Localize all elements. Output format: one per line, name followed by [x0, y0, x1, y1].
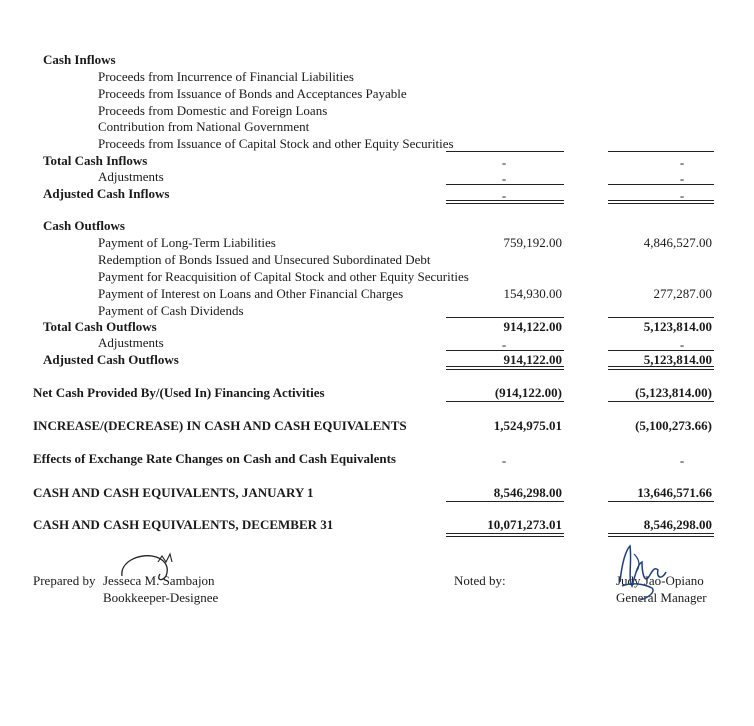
jan1-label: CASH AND CASH EQUIVALENTS, JANUARY 1 — [33, 485, 314, 500]
inflow-item: Proceeds from Domestic and Foreign Loans — [98, 103, 328, 118]
inflow-adjustments-c1: - — [501, 171, 507, 186]
rule — [446, 184, 564, 185]
outflow-adjustments-label: Adjustments — [98, 335, 164, 350]
rule — [608, 151, 714, 152]
rule — [446, 350, 564, 351]
outflow-item: Payment for Reacquisition of Capital Stock and other Equity Securities — [98, 269, 469, 284]
general-manager-title: General Manager — [616, 590, 707, 605]
prepared-by-label: Prepared by — [33, 573, 96, 588]
jan1-c2: 13,646,571.66 — [637, 485, 712, 500]
rule — [446, 317, 564, 318]
prepared-by-name: Jesseca M. Sambajon — [103, 573, 215, 588]
rule — [608, 317, 714, 318]
outflow-item-c1: 154,930.00 — [503, 286, 562, 301]
general-manager-name: Judy Jao-Opiano — [616, 573, 704, 588]
adjusted-cash-outflows-c1: 914,122.00 — [503, 352, 562, 367]
jan1-c1: 8,546,298.00 — [493, 485, 562, 500]
double-rule — [608, 533, 714, 537]
outflow-adjustments-c2: - — [679, 337, 685, 352]
effects-c2: - — [679, 453, 685, 468]
total-cash-outflows-label: Total Cash Outflows — [43, 319, 157, 334]
outflow-item-c2: 277,287.00 — [653, 286, 712, 301]
effects-c1: - — [501, 453, 507, 468]
adjusted-cash-inflows-c1: - — [501, 188, 507, 203]
prepared-signature-icon — [118, 550, 188, 590]
cash-outflows-header: Cash Outflows — [43, 218, 125, 233]
adjusted-cash-inflows-label: Adjusted Cash Inflows — [43, 186, 170, 201]
rule — [446, 401, 564, 402]
cash-inflows-header: Cash Inflows — [43, 52, 116, 67]
rule — [446, 151, 564, 152]
total-cash-outflows-c1: 914,122.00 — [503, 319, 562, 334]
outflow-item: Payment of Long-Term Liabilities — [98, 235, 276, 250]
noted-by-label: Noted by: — [454, 573, 506, 588]
rule — [608, 401, 714, 402]
effects-label: Effects of Exchange Rate Changes on Cash and Cash Equivalents — [33, 451, 396, 466]
inflow-item: Proceeds from Issuance of Capital Stock and other Equity Securities — [98, 136, 454, 151]
outflow-item-c2: 4,846,527.00 — [643, 235, 712, 250]
general-manager-signature-icon — [612, 542, 672, 604]
adjusted-cash-outflows-label: Adjusted Cash Outflows — [43, 352, 179, 367]
rule — [608, 350, 714, 351]
adjusted-cash-outflows-c2: 5,123,814.00 — [643, 352, 712, 367]
total-cash-inflows-label: Total Cash Inflows — [43, 153, 148, 168]
inflow-adjustments-label: Adjustments — [98, 169, 164, 184]
double-rule — [608, 200, 714, 204]
rule — [608, 501, 714, 502]
net-cash-c1: (914,122.00) — [494, 385, 562, 400]
double-rule — [446, 533, 564, 537]
inflow-adjustments-c2: - — [679, 171, 685, 186]
dec31-label: CASH AND CASH EQUIVALENTS, DECEMBER 31 — [33, 517, 334, 532]
outflow-item: Redemption of Bonds Issued and Unsecured Subordinated Debt — [98, 252, 431, 267]
dec31-c2: 8,546,298.00 — [643, 517, 712, 532]
adjusted-cash-inflows-c2: - — [679, 188, 685, 203]
net-cash-c2: (5,123,814.00) — [635, 385, 712, 400]
double-rule — [446, 200, 564, 204]
increase-label: INCREASE/(DECREASE) IN CASH AND CASH EQUIVALENTS — [33, 418, 407, 433]
dec31-c1: 10,071,273.01 — [487, 517, 562, 532]
total-cash-inflows-c1: - — [501, 155, 507, 170]
inflow-item: Proceeds from Incurrence of Financial Liabilities — [98, 69, 354, 84]
net-cash-label: Net Cash Provided By/(Used In) Financing Activities — [33, 385, 325, 400]
outflow-item: Payment of Cash Dividends — [98, 303, 244, 318]
double-rule — [608, 366, 714, 370]
double-rule — [446, 366, 564, 370]
rule — [446, 501, 564, 502]
total-cash-outflows-c2: 5,123,814.00 — [643, 319, 712, 334]
total-cash-inflows-c2: - — [679, 155, 685, 170]
inflow-item: Proceeds from Issuance of Bonds and Acceptances Payable — [98, 86, 407, 101]
increase-c1: 1,524,975.01 — [493, 418, 562, 433]
outflow-item-c1: 759,192.00 — [503, 235, 562, 250]
inflow-item: Contribution from National Government — [98, 119, 310, 134]
increase-c2: (5,100,273.66) — [635, 418, 712, 433]
rule — [608, 184, 714, 185]
outflow-adjustments-c1: - — [501, 337, 507, 352]
outflow-item: Payment of Interest on Loans and Other Financial Charges — [98, 286, 404, 301]
prepared-by-title: Bookkeeper-Designee — [103, 590, 219, 605]
